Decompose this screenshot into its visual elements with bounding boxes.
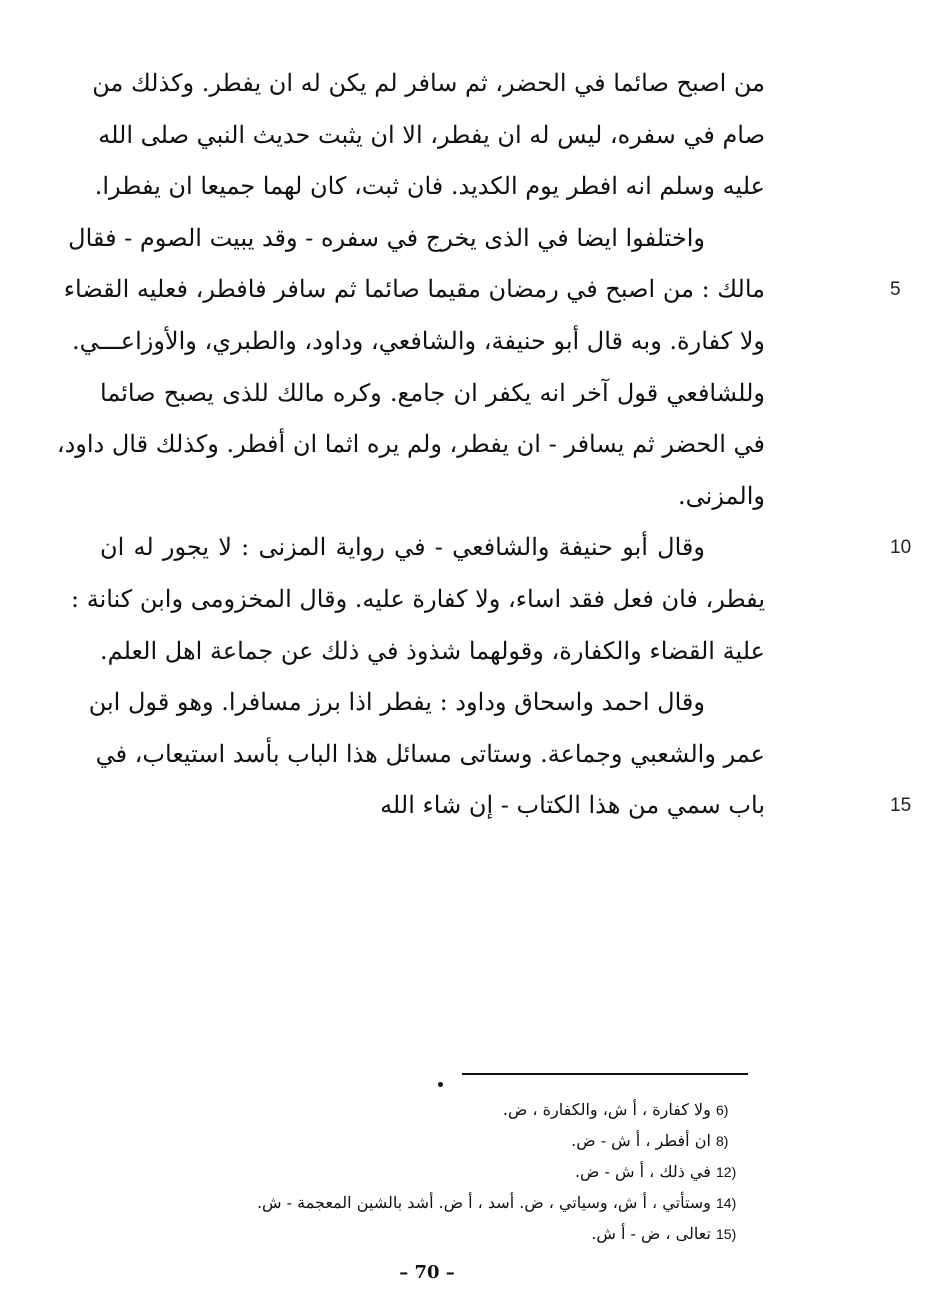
line-text: علية القضاء والكفارة، وقولهما شذوذ في ذلك عن جماعة اهل العلم.	[100, 636, 765, 665]
footnote-number: 6)	[716, 1102, 729, 1118]
page-number: – 70 –	[399, 1262, 455, 1283]
line-number: 15	[890, 795, 912, 817]
footnote-number: 12)	[716, 1164, 737, 1180]
text-line	[100, 471, 765, 523]
text-line	[63, 264, 901, 316]
line-text: صام في سفره، ليس له ان يفطر، الا ان يثبت حديث النبي صلى الله	[98, 120, 765, 149]
footnote-number: 15)	[716, 1226, 737, 1242]
footnote	[230, 1218, 750, 1249]
ink-dot	[438, 1082, 443, 1087]
text-line	[100, 110, 765, 162]
line-text: ولا كفارة. وبه قال أبو حنيفة، والشافعي، وداود، والطبري، والأوزاعـــي.	[72, 326, 765, 355]
text-line	[100, 780, 912, 832]
text-line	[56, 419, 765, 471]
line-text: عليه وسلم انه افطر يوم الكديد. فان ثبت، كان لهما جميعا ان يفطرا.	[94, 172, 765, 201]
line-text: يفطر، فان فعل فقد اساء، ولا كفارة عليه. وقال المخزومى وابن كنانة :	[70, 584, 765, 613]
line-text: وقال احمد واسحاق وداود : يفطر اذا برز مسافرا. وهو قول ابن	[88, 688, 705, 717]
footnote-text: في ذلك ، أ ش - ض.	[574, 1162, 711, 1181]
line-number: 10	[890, 537, 912, 559]
line-text: مالك : من اصبح في رمضان مقيما صائما ثم سافر فافطر، فعليه القضاء	[63, 275, 765, 304]
text-line	[100, 522, 912, 574]
footnote-number: 14)	[716, 1195, 737, 1211]
main-text	[56, 58, 912, 832]
line-text: واختلفوا ايضا في الذى يخرج في سفره - وقد يبيت الصوم - فقال	[68, 223, 705, 252]
text-line	[70, 574, 765, 626]
text-line	[95, 729, 765, 781]
line-text: باب سمي من هذا الكتاب - إن شاء الله	[380, 791, 765, 820]
footnote-text: ولا كفارة ، أ ش، والكفارة ، ض.	[502, 1100, 711, 1119]
text-line	[100, 368, 765, 420]
line-text: في الحضر ثم يسافر - ان يفطر، ولم يره اثما ان أفطر. وكذلك قال داود،	[56, 430, 765, 459]
footnote	[230, 1125, 750, 1156]
line-text: وللشافعي قول آخر انه يكفر ان جامع. وكره مالك للذى يصبح صائما	[100, 378, 765, 407]
text-line	[88, 677, 765, 729]
line-text: عمر والشعبي وجماعة. وستاتى مسائل هذا الباب بأسد استيعاب، في	[95, 739, 765, 768]
line-number: 5	[890, 279, 901, 301]
line-text: والمزنى.	[678, 481, 765, 510]
text-line	[100, 626, 765, 678]
text-line	[94, 161, 765, 213]
line-text: من اصبح صائما في الحضر، ثم سافر لم يكن له ان يفطر. وكذلك من	[92, 69, 765, 97]
line-text: وقال أبو حنيفة والشافعي - في رواية المزنى : لا يجور له ان	[100, 533, 705, 562]
footnote-separator	[462, 1073, 748, 1075]
text-line	[68, 213, 765, 265]
text-line	[92, 58, 765, 110]
footnote	[230, 1156, 750, 1187]
footnotes	[230, 1094, 750, 1249]
footnote	[230, 1187, 750, 1218]
footnote-text: وستأتي ، أ ش، وسياتي ، ض. أسد ، أ ض. أشد بالشين المعجمة - ش.	[256, 1193, 711, 1212]
text-line	[72, 316, 765, 368]
footnote-number: 8)	[716, 1133, 729, 1149]
footnote-text: تعالى ، ض - أ ش.	[591, 1224, 711, 1243]
footnote-text: ان أفطر ، أ ش - ض.	[571, 1131, 711, 1150]
footnote	[230, 1094, 750, 1125]
